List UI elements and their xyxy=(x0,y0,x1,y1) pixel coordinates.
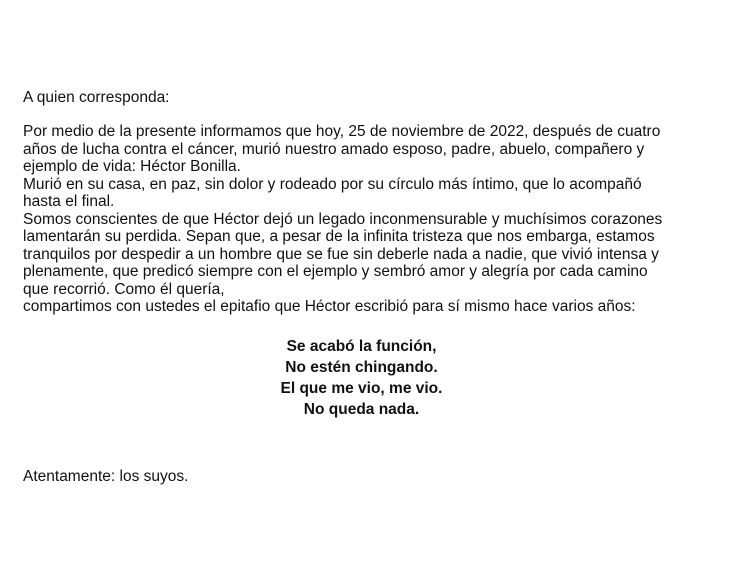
epitaph-line-3: El que me vio, me vio. xyxy=(280,380,443,397)
signoff: Atentamente: los suyos. xyxy=(23,468,189,485)
body-line-4: Murió en su casa, en paz, sin dolor y rodeado por su círculo más íntimo, que lo acompañó xyxy=(23,176,642,193)
epitaph xyxy=(0,336,731,420)
epitaph-line-1: Se acabó la función, xyxy=(286,338,437,355)
body-line-9: plenamente, que predicó siempre con el ejemplo y sembró amor y alegría por cada camino xyxy=(23,263,648,280)
body-line-1: Por medio de la presente informamos que hoy, 25 de noviembre de 2022, después de cuatro xyxy=(23,123,661,140)
body-line-3: ejemplo de vida: Héctor Bonilla. xyxy=(23,158,241,175)
epitaph-line-4: No queda nada. xyxy=(303,401,420,418)
body-line-10: que recorrió. Como él quería, xyxy=(23,281,225,298)
body-line-2: años de lucha contra el cáncer, murió nuestro amado esposo, padre, abuelo, compañero y xyxy=(23,141,645,158)
salutation: A quien corresponda: xyxy=(23,89,170,106)
body-line-6: Somos conscientes de que Héctor dejó un legado inconmensurable y muchísimos corazones xyxy=(23,211,663,228)
epitaph-line-2: No estén chingando. xyxy=(285,359,438,376)
body-line-8: tranquilos por despedir a un hombre que se fue sin deberle nada a nadie, que vivió intensa y xyxy=(23,246,659,263)
body-line-5: hasta el final. xyxy=(23,193,115,210)
body-line-11: compartimos con ustedes el epitafio que Héctor escribió para sí mismo hace varios años: xyxy=(23,298,636,315)
body-line-7: lamentarán su perdida. Sepan que, a pesar de la infinita tristeza que nos embarga, estamos xyxy=(23,228,655,245)
